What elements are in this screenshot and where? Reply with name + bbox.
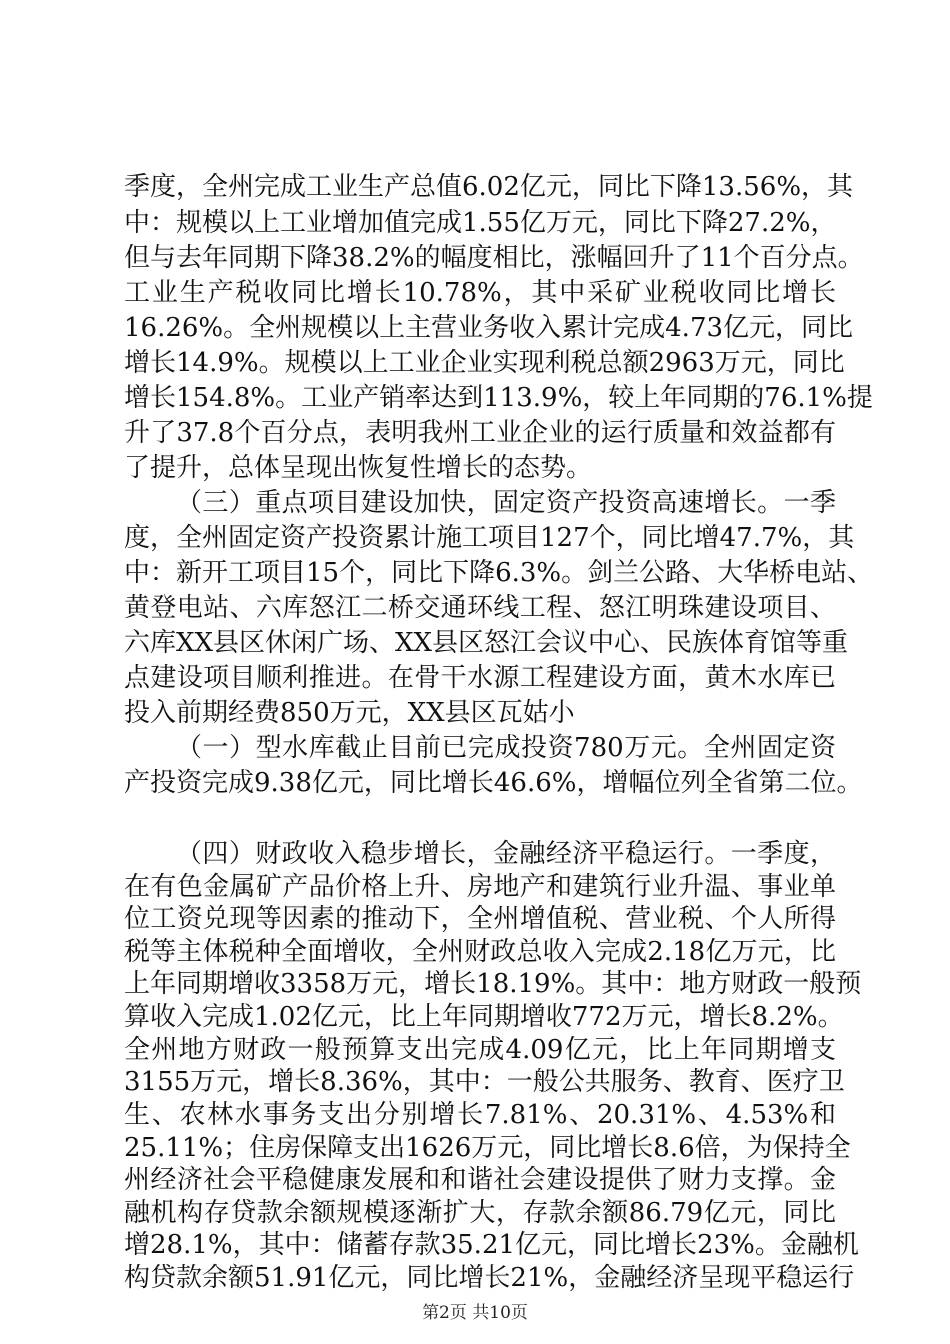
body-line: 州经济社会平稳健康发展和和谐社会建设提供了财力支撑。金 bbox=[124, 1165, 836, 1195]
body-line: 位工资兑现等因素的推动下，全州增值税、营业税、个人所得 bbox=[124, 904, 836, 934]
body-line: 增长154.8%。工业产销率达到113.9%，较上年同期的76.1%提 bbox=[124, 383, 873, 413]
body-line: 工业生产税收同比增长10.78%，其中采矿业税收同比增长 bbox=[124, 278, 836, 308]
body-line: 但与去年同期下降38.2%的幅度相比，涨幅回升了11个百分点。 bbox=[124, 243, 864, 273]
body-line: 季度，全州完成工业生产总值6.02亿元，同比下降13.56%，其 bbox=[124, 172, 854, 202]
body-line: 25.11%；住房保障支出1626万元，同比增长8.6倍，为保持全 bbox=[124, 1133, 851, 1163]
body-line: 中：新开工项目15个，同比下降6.3%。剑兰公路、大华桥电站、 bbox=[124, 558, 874, 588]
body-line: 产投资完成9.38亿元，同比增长46.6%，增幅位列全省第二位。 bbox=[124, 768, 863, 798]
body-line: 升了37.8个百分点，表明我州工业企业的运行质量和效益都有 bbox=[124, 418, 836, 448]
body-line: 算收入完成1.02亿元，比上年同期增收772万元，增长8.2%。 bbox=[124, 1002, 844, 1032]
body-line: 3155万元，增长8.36%，其中：一般公共服务、教育、医疗卫 bbox=[124, 1067, 845, 1097]
body-line: 融机构存贷款余额规模逐渐扩大，存款余额86.79亿元，同比 bbox=[124, 1198, 836, 1228]
body-line: 中：规模以上工业增加值完成1.55亿万元，同比下降27.2%， bbox=[124, 208, 837, 238]
body-line: 黄登电站、六库怒江二桥交通环线工程、怒江明珠建设项目、 bbox=[124, 593, 836, 623]
body-line: 税等主体税种全面增收，全州财政总收入完成2.18亿万元，比 bbox=[124, 937, 836, 967]
section-heading-line: （四）财政收入稳步增长，金融经济平稳运行。一季度， bbox=[176, 839, 836, 869]
body-line: 投入前期经费850万元，XX县区瓦姑小 bbox=[124, 698, 575, 728]
page-number-footer: 第2页 共10页 bbox=[422, 1303, 528, 1323]
body-line: 六库XX县区休闲广场、XX县区怒江会议中心、民族体育馆等重 bbox=[124, 628, 849, 658]
body-line: 上年同期增收3358万元，增长18.19%。其中：地方财政一般预 bbox=[124, 969, 862, 999]
body-line: 构贷款余额51.91亿元，同比增长21%，金融经济呈现平稳运行 bbox=[124, 1263, 855, 1293]
body-line: 生、农林水事务支出分别增长7.81%、20.31%、4.53%和 bbox=[124, 1100, 836, 1130]
body-line: 增28.1%，其中：储蓄存款35.21亿元，同比增长23%。金融机 bbox=[124, 1230, 859, 1260]
body-line: 全州地方财政一般预算支出完成4.09亿元，比上年同期增支 bbox=[124, 1035, 836, 1065]
body-line: 在有色金属矿产品价格上升、房地产和建筑行业升温、事业单 bbox=[124, 872, 836, 902]
body-line: 16.26%。全州规模以上主营业务收入累计完成4.73亿元，同比 bbox=[124, 313, 854, 343]
body-line: 增长14.9%。规模以上工业企业实现利税总额2963万元，同比 bbox=[124, 348, 845, 378]
section-heading-line: （一）型水库截止目前已完成投资780万元。全州固定资 bbox=[176, 733, 836, 763]
body-line: 了提升，总体呈现出恢复性增长的态势。 bbox=[124, 453, 593, 483]
body-line: 度，全州固定资产投资累计施工项目127个，同比增47.7%，其 bbox=[124, 523, 855, 553]
body-line: 点建设项目顺利推进。在骨干水源工程建设方面，黄木水库已 bbox=[124, 663, 836, 693]
section-heading-line: （三）重点项目建设加快，固定资产投资高速增长。一季 bbox=[176, 488, 836, 518]
